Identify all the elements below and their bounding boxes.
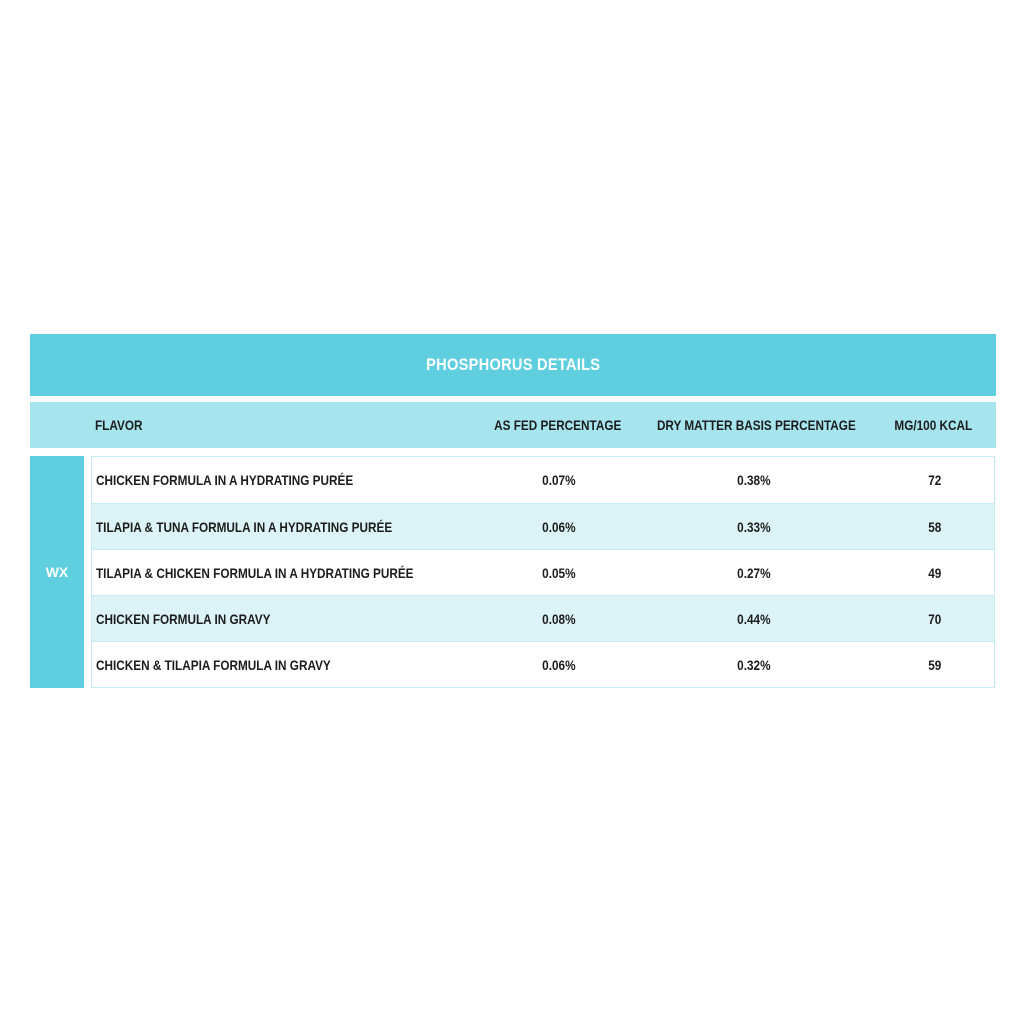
table-title: PHOSPHORUS DETAILS — [425, 355, 601, 374]
dry-matter-cell: 0.44% — [737, 611, 771, 627]
mg-per-kcal-cell: 70 — [928, 611, 942, 627]
flavor-cell: CHICKEN FORMULA IN GRAVY — [96, 611, 271, 627]
flavor-cell: CHICKEN FORMULA IN A HYDRATING PURÉE — [96, 472, 354, 488]
column-header-mg-per-kcal: MG/100 KCAL — [894, 417, 972, 433]
column-header-dry-matter: DRY MATTER BASIS PERCENTAGE — [656, 417, 856, 433]
as-fed-cell: 0.08% — [542, 611, 576, 627]
table-row — [92, 549, 994, 595]
flavor-cell: TILAPIA & TUNA FORMULA IN A HYDRATING PURÉE — [96, 519, 393, 535]
as-fed-cell: 0.06% — [542, 519, 576, 535]
flavor-cell: TILAPIA & CHICKEN FORMULA IN A HYDRATING PURÉE — [96, 565, 414, 581]
table-title-bar — [30, 334, 996, 396]
dry-matter-cell: 0.38% — [737, 472, 771, 488]
dry-matter-cell: 0.33% — [737, 519, 771, 535]
mg-per-kcal-cell: 72 — [928, 472, 942, 488]
as-fed-cell: 0.06% — [542, 657, 576, 673]
table-row — [92, 641, 994, 687]
table-row — [92, 595, 994, 641]
mg-per-kcal-cell: 49 — [928, 565, 942, 581]
as-fed-cell: 0.05% — [542, 565, 576, 581]
table-row — [92, 503, 994, 549]
column-header-flavor: FLAVOR — [95, 417, 143, 433]
dry-matter-cell: 0.27% — [737, 565, 771, 581]
group-label: WX — [45, 564, 69, 580]
table-header-row — [30, 402, 996, 448]
dry-matter-cell: 0.32% — [737, 657, 771, 673]
mg-per-kcal-cell: 59 — [928, 657, 942, 673]
table-body — [91, 456, 995, 688]
column-header-as-fed: AS FED PERCENTAGE — [494, 417, 622, 433]
group-label-cell — [30, 456, 84, 688]
table-row — [92, 457, 994, 503]
flavor-cell: CHICKEN & TILAPIA FORMULA IN GRAVY — [96, 657, 331, 673]
as-fed-cell: 0.07% — [542, 472, 576, 488]
mg-per-kcal-cell: 58 — [928, 519, 942, 535]
